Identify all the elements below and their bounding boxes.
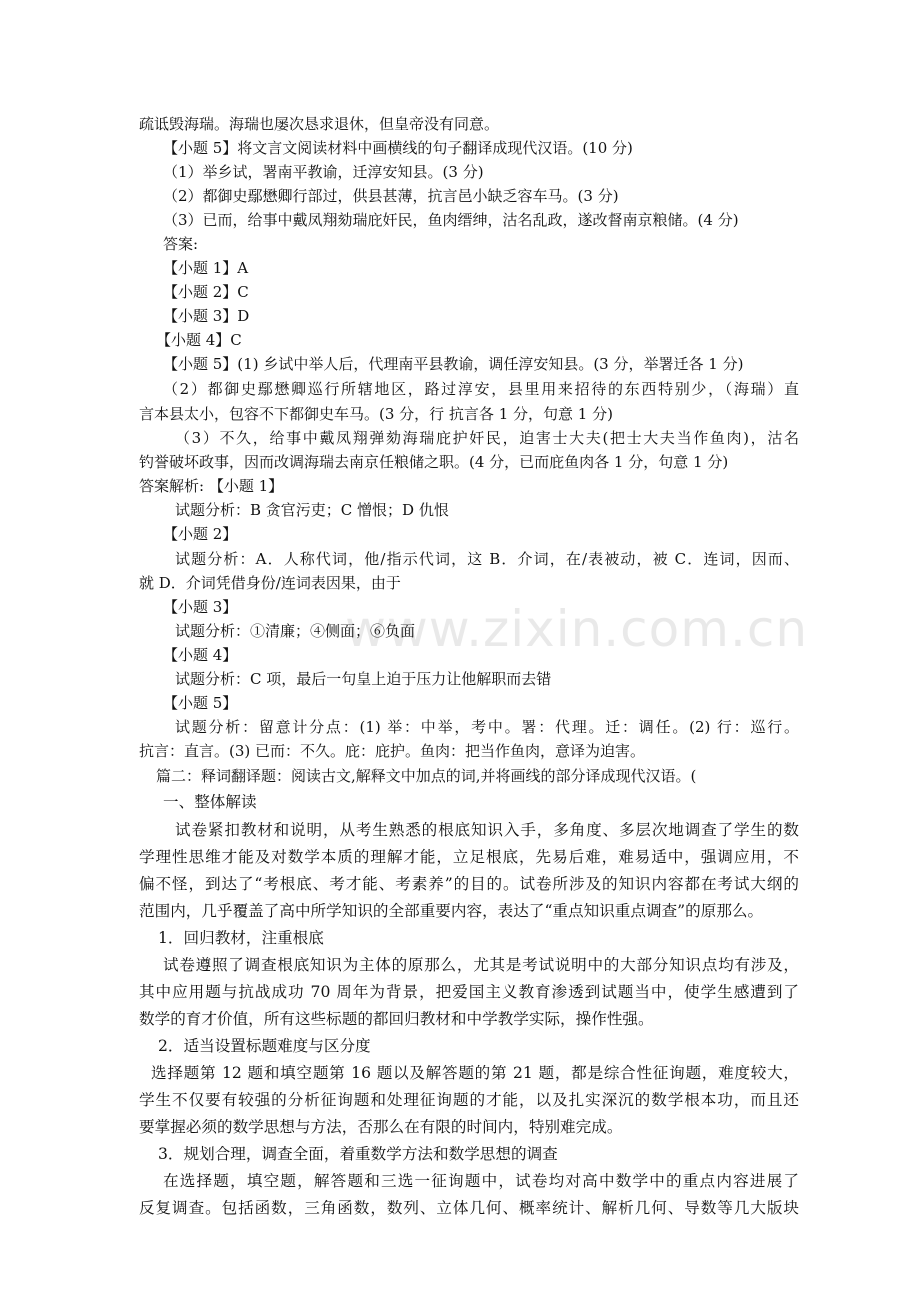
watermark: www.zixin.com.cn: [345, 600, 809, 658]
text-line: 【小题 3】: [163, 598, 238, 616]
text-line: 试卷遵照了调查根底知识为主体的原那么，尤其是考试说明中的大部分知识点均有涉及，: [163, 956, 799, 974]
text-line: 试题分析：A．人称代词，他/指示代词，这 B．介词，在/表被动，被 C．连词，因而、: [175, 550, 799, 568]
answer-item: 【小题 4】C: [156, 331, 242, 349]
text-line: 抗言：直言。(3) 已而：不久。庇：庇护。鱼肉：把当作鱼肉，意译为迫害。: [139, 742, 646, 760]
text-line: 试题分析：C 项，最后一句皇上迫于压力让他解职而去错: [175, 670, 552, 688]
answer-item: 【小题 3】D: [163, 307, 250, 325]
section-heading: 篇二：释词翻译题：阅读古文,解释文中加点的词,并将画线的部分译成现代汉语。(: [156, 767, 697, 785]
text-line: 就 D．介词凭借身份/连词表因果，由于: [139, 574, 401, 592]
text-line: （2）都御史鄢懋卿行部过，供县甚薄，抗言邑小缺乏容车马。(3 分): [163, 187, 619, 205]
subsection-heading: 1．回归教材，注重根底: [158, 929, 324, 947]
text-line: 试题分析：留意计分点：(1) 举：中举，考中。署：代理。迁：调任。(2) 行：巡行。: [175, 718, 799, 736]
text-line: 【小题 4】: [163, 646, 238, 664]
text-line: （3）已而，给事中戴凤翔劾瑞庇奸民，鱼肉缙绅，沽名乱政，遂改督南京粮储。(4 分): [163, 211, 739, 229]
text-line: 试题分析：①清廉；④侧面；⑥负面: [175, 622, 416, 640]
text-line: （1）举乡试，署南平教谕，迁淳安知县。(3 分): [163, 163, 484, 181]
answer-item: 【小题 1】A: [163, 259, 249, 277]
text-line: 言本县太小，包容不下都御史车马。(3 分，行 抗言各 1 分，句意 1 分): [139, 405, 613, 423]
text-line: 偏不怪，到达了“考根底、考才能、考素养”的目的。试卷所涉及的知识内容都在考试大纲的: [139, 875, 799, 893]
subsection-heading: 3．规划合理，调查全面，着重数学方法和数学思想的调查: [158, 1145, 558, 1163]
section-heading: 一、整体解读: [163, 793, 257, 811]
answer-item: 【小题 5】(1) 乡试中举人后，代理南平县教谕，调任淳安知县。(3 分，举署迁各 1 分): [163, 355, 744, 373]
subsection-heading: 2．适当设置标题难度与区分度: [158, 1037, 371, 1055]
text-line: 【小题 2】: [163, 525, 238, 543]
text-line: 选择题第 12 题和填空题第 16 题以及解答题的第 21 题，都是综合性征询题，难度较大，: [151, 1064, 799, 1082]
text-line: 要掌握必须的数学思想与方法，否那么在有限的时间内，特别难完成。: [139, 1118, 623, 1136]
answer-item: 【小题 2】C: [163, 283, 249, 301]
text-line: 钓誉破坏政事，因而改调海瑞去南京任粮储之职。(4 分，已而庇鱼肉各 1 分，句意 1 分): [139, 453, 729, 471]
text-line: 学生不仅要有较强的分析征询题和处理征询题的才能，以及扎实深沉的数学根本功，而且还: [139, 1091, 799, 1109]
text-line: 试题分析：B 贪官污吏；C 憎恨；D 仇恨: [175, 501, 449, 519]
text-line: 【小题 5】将文言文阅读材料中画横线的句子翻译成现代汉语。(10 分): [163, 139, 633, 157]
answer-heading: 答案:: [163, 235, 199, 253]
text-line: 疏诋毁海瑞。海瑞也屡次恳求退休，但皇帝没有同意。: [139, 115, 500, 133]
text-line: 学理性思维才能及对数学本质的理解才能，立足根底，先易后难，难易适中，强调应用，不: [139, 848, 799, 866]
text-line: （3）不久，给事中戴凤翔弹劾海瑞庇护奸民，迫害士大夫(把士大夫当作鱼肉)，沽名: [175, 429, 799, 447]
text-line: （2）都御史鄢懋卿巡行所辖地区，路过淳安，县里用来招待的东西特别少，（海瑞）直: [163, 380, 799, 398]
text-line: 其中应用题与抗战成功 70 周年为背景，把爱国主义教育渗透到试题当中，使学生感遭到了: [139, 983, 799, 1001]
text-line: 在选择题，填空题，解答题和三选一征询题中，试卷均对高中数学中的重点内容进展了: [163, 1172, 799, 1190]
text-line: 【小题 5】: [163, 694, 238, 712]
analysis-heading: 答案解析: 【小题 1】: [139, 477, 284, 495]
text-line: 范围内，几乎覆盖了高中所学知识的全部重要内容，表达了“重点知识重点调查”的原那么。: [139, 902, 764, 920]
text-line: 数学的育才价值，所有这些标题的都回归教材和中学教学实际，操作性强。: [139, 1010, 654, 1028]
text-line: 试卷紧扣教材和说明，从考生熟悉的根底知识入手，多角度、多层次地调查了学生的数: [175, 821, 799, 839]
text-line: 反复调查。包括函数，三角函数，数列、立体几何、概率统计、解析几何、导数等几大版块: [139, 1199, 799, 1217]
